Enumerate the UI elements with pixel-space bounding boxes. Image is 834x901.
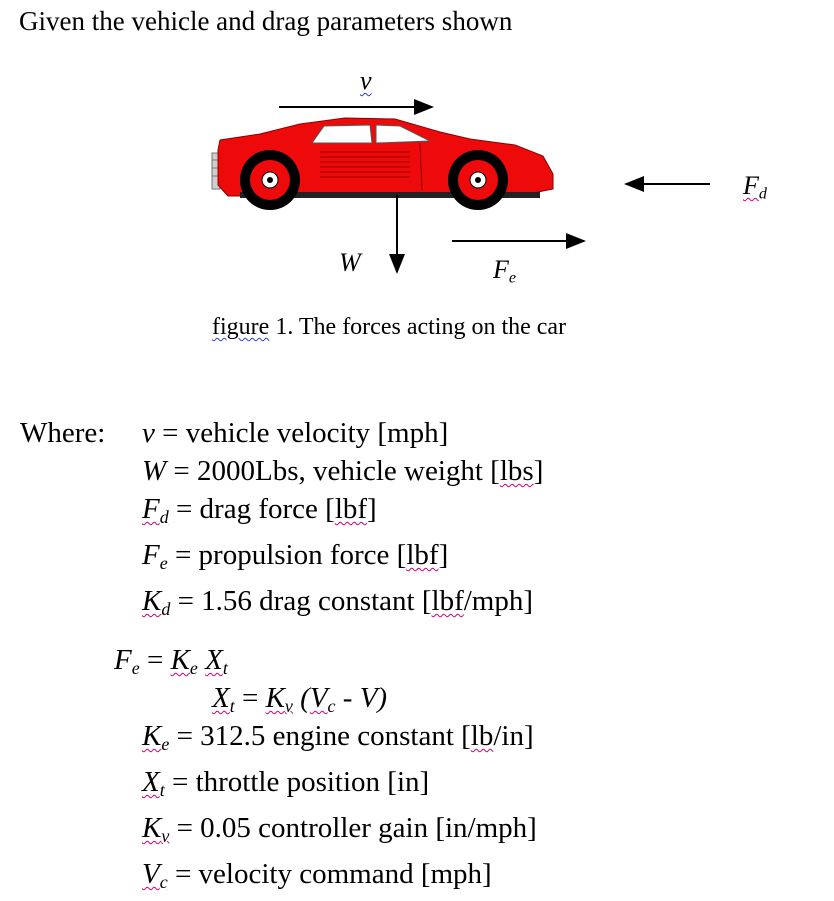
def-velocity: v = vehicle velocity [mph]: [142, 417, 449, 449]
figure-caption: figure 1. The forces acting on the car: [212, 314, 567, 340]
velocity-label: v: [360, 66, 372, 95]
def-drag-force: $F_d$ = drag force [lbf]: [142, 493, 377, 528]
where-label: Where:: [20, 417, 106, 449]
const-controller-gain: $K_v = 0.05$ controller gain [in/mph]: [142, 812, 537, 847]
car-image: [212, 118, 553, 210]
constants-list: [142, 717, 537, 901]
definition-list: [142, 414, 543, 628]
def-drag-constant: $K_d = 1.56$ drag constant [lbf/mph]: [142, 585, 534, 620]
page-heading: Given the vehicle and drag parameters shown: [19, 6, 513, 36]
const-velocity-command: $V_c$ = velocity command [mph]: [142, 858, 492, 893]
def-weight: W = 2000Lbs, vehicle weight [lbs]: [142, 455, 544, 487]
equation-propulsion: $F_e = K_e$ $X_t$: [114, 644, 228, 679]
car-figure: [0, 0, 834, 300]
drag-label: $F_d$: [743, 171, 767, 203]
equation-throttle: $X_t = K_v$ $(V_c - V)$: [212, 682, 388, 717]
const-engine: $K_e = 312.5$ engine constant [lb/in]: [142, 720, 534, 755]
propulsion-label: $F_e$: [493, 255, 517, 287]
const-throttle: $X_t$ = throttle position [in]: [142, 766, 430, 801]
def-propulsion-force: $F_e$ = propulsion force [lbf]: [142, 539, 449, 574]
weight-label: W: [339, 248, 361, 277]
